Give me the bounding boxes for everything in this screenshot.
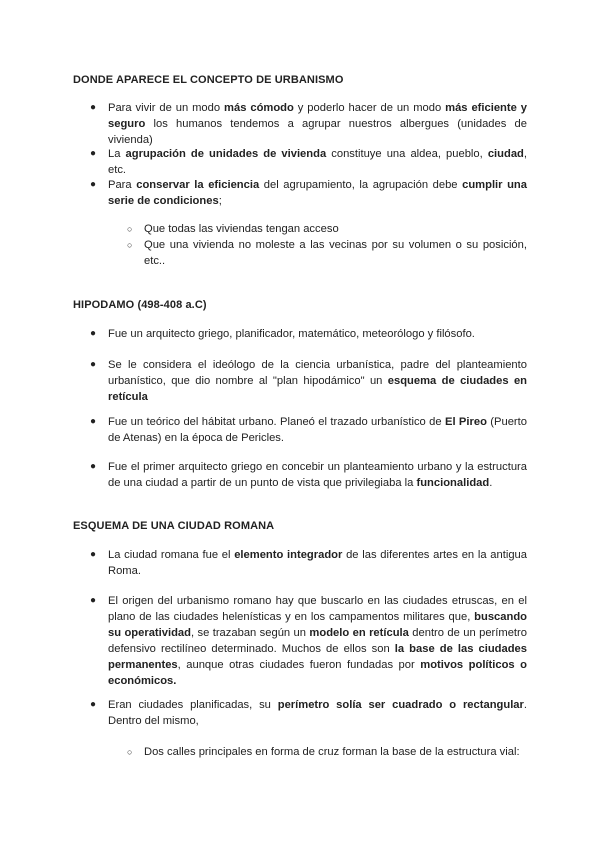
sub-list-item-text: Dos calles principales en forma de cruz forman la base de la estructura vial:	[144, 746, 520, 758]
bullet-icon: ●	[90, 359, 97, 370]
list-item	[90, 593, 527, 689]
sub-list-item	[127, 744, 527, 760]
sub-bullet-icon: ○	[127, 240, 133, 250]
list-item-text: La agrupación de unidades de vivienda constituye una aldea, pueblo, ciudad, etc.	[108, 148, 527, 176]
sub-bullet-icon: ○	[127, 747, 133, 757]
section-title-urbanismo: DONDE APARECE EL CONCEPTO DE URBANISMO	[73, 74, 344, 86]
section-title-ciudad-romana: ESQUEMA DE UNA CIUDAD ROMANA	[73, 520, 275, 532]
list-item-text: Fue un teórico del hábitat urbano. Planeó el trazado urbanístico de El Pireo (Puerto de Atenas) en la época de Pericles.	[108, 416, 527, 444]
list-item	[90, 459, 527, 491]
list-item	[90, 357, 527, 405]
bullet-icon: ●	[90, 179, 97, 190]
list-item	[90, 414, 527, 446]
list-item-text: El origen del urbanismo romano hay que buscarlo en las ciudades etruscas, en el plano de las ciudades helenísticas y en los campamentos militares que, buscando su operatividad, se trazaban según un modelo en retícula dentro de un perímetro defensivo rectilíneo determinado. Muchos de ellos son la base de las ciudades permanentes, aunque otras ciudades fueron fundadas por motivos políticos o económicos.	[108, 595, 527, 687]
sub-list-item-text: Que todas las viviendas tengan acceso	[144, 223, 339, 235]
bullet-icon: ●	[90, 102, 97, 113]
bullet-icon: ●	[90, 549, 97, 560]
list-item	[90, 146, 527, 178]
sub-list-item	[127, 237, 527, 269]
list-item	[90, 547, 527, 579]
list-item-text: Fue un arquitecto griego, planificador, matemático, meteorólogo y filósofo.	[108, 328, 475, 340]
section-title-hipodamo: HIPODAMO (498-408 a.C)	[73, 299, 207, 311]
list-item-text: Eran ciudades planificadas, su perímetro solía ser cuadrado o rectangular. Dentro del mismo,	[108, 699, 527, 727]
list-item-text: Para vivir de un modo más cómodo y poderlo hacer de un modo más eficiente y seguro los humanos tendemos a agrupar nuestros albergues (unidades de vivienda)	[108, 102, 527, 146]
list-item	[90, 100, 527, 148]
bullet-icon: ●	[90, 461, 97, 472]
bullet-icon: ●	[90, 595, 97, 606]
sub-list-item-text: Que una vivienda no moleste a las vecinas por su volumen o su posición, etc..	[144, 239, 527, 267]
list-item	[90, 697, 527, 729]
bullet-icon: ●	[90, 416, 97, 427]
bullet-icon: ●	[90, 328, 97, 339]
sub-list-item	[127, 221, 527, 237]
sub-bullet-icon: ○	[127, 224, 133, 234]
list-item-text: Se le considera el ideólogo de la ciencia urbanística, padre del planteamiento urbanístico, que dio nombre al "plan hipodámico" un esquema de ciudades en retícula	[108, 359, 527, 403]
list-item-text: Fue el primer arquitecto griego en concebir un planteamiento urbano y la estructura de una ciudad a partir de un punto de vista que privilegiaba la funcionalidad.	[108, 461, 527, 489]
list-item	[90, 326, 527, 342]
list-item	[90, 177, 527, 209]
list-item-text: La ciudad romana fue el elemento integrador de las diferentes artes en la antigua Roma.	[108, 549, 527, 577]
bullet-icon: ●	[90, 148, 97, 159]
list-item-text: Para conservar la eficiencia del agrupamiento, la agrupación debe cumplir una serie de condiciones;	[108, 179, 527, 207]
bullet-icon: ●	[90, 699, 97, 710]
